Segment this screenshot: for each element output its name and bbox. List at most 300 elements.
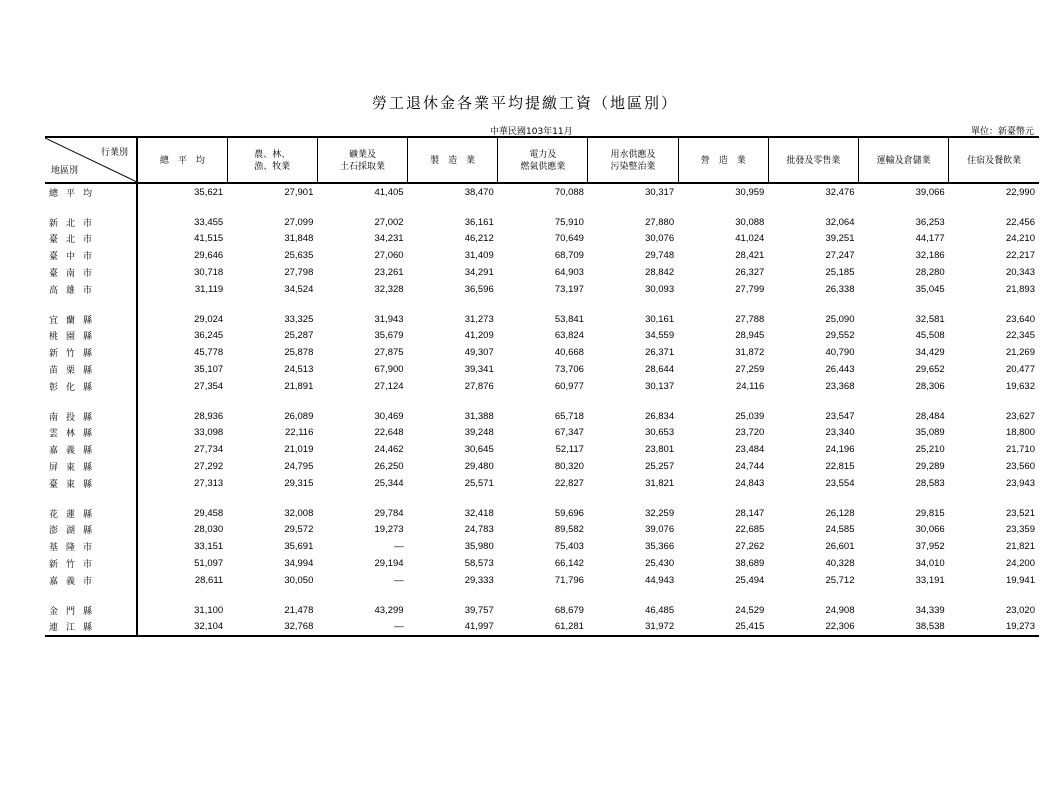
- region-name: 總平均: [49, 187, 101, 198]
- spacer-cell: [227, 492, 317, 505]
- value-cell: 28,484: [915, 410, 945, 422]
- value-cell: 34,291: [464, 267, 494, 279]
- region-cell: [45, 264, 137, 281]
- value-cell: 32,104: [137, 619, 227, 637]
- value-cell: 22,815: [825, 461, 855, 473]
- spacer-cell: [768, 395, 858, 408]
- value-cell: 35,691: [284, 541, 314, 553]
- value-cell: 23,368: [825, 380, 855, 392]
- value-cell: 24,513: [284, 364, 314, 376]
- value-cell: 23,020: [1005, 604, 1035, 616]
- value-cell: 23,261: [374, 267, 404, 279]
- value-cell: 25,185: [825, 267, 855, 279]
- value-cell: 22,345: [1005, 330, 1035, 342]
- value-cell: 28,421: [735, 250, 765, 262]
- value-cell: 35,107: [194, 364, 224, 376]
- value-cell: 26,128: [825, 507, 855, 519]
- value-cell: 28,030: [194, 524, 224, 536]
- value-cell: 32,259: [645, 507, 675, 519]
- region-cell: [45, 281, 137, 298]
- value-cell: 34,010: [915, 558, 945, 570]
- spacer-cell: [859, 492, 949, 505]
- value-cell: 59,696: [554, 507, 584, 519]
- industry-axis-label: 行業別: [100, 147, 128, 157]
- value-cell: 30,645: [464, 444, 494, 456]
- value-cell: 24,200: [1005, 558, 1035, 570]
- value-cell: 73,197: [554, 283, 584, 295]
- value-cell: 31,972: [588, 619, 678, 637]
- value-cell: 28,936: [194, 410, 224, 422]
- value-cell: 23,560: [1005, 461, 1035, 473]
- region-cell: [45, 361, 137, 378]
- value-cell: 41,515: [194, 233, 224, 245]
- spacer-cell: [137, 589, 227, 602]
- value-cell: 80,320: [554, 461, 584, 473]
- table-row: [45, 572, 1039, 589]
- table-row: [45, 619, 1039, 637]
- spacer-cell: [588, 201, 678, 214]
- value-cell: 28,147: [735, 507, 765, 519]
- value-cell: 38,470: [464, 186, 494, 198]
- value-cell: 41,209: [464, 330, 494, 342]
- region-cell: [45, 214, 137, 231]
- region-cell: [45, 328, 137, 345]
- value-cell: 38,689: [735, 558, 765, 570]
- value-cell: 25,287: [284, 330, 314, 342]
- spacer-cell: [859, 395, 949, 408]
- value-cell: 27,875: [374, 347, 404, 359]
- value-cell: 27,292: [194, 461, 224, 473]
- value-cell: 26,250: [374, 461, 404, 473]
- region-name: 新北市: [49, 217, 101, 228]
- value-cell: 39,341: [464, 364, 494, 376]
- value-cell: 66,142: [554, 558, 584, 570]
- value-cell: 26,327: [735, 267, 765, 279]
- value-cell: 75,403: [554, 541, 584, 553]
- spacer-cell: [227, 201, 317, 214]
- spacer-cell: [227, 298, 317, 311]
- value-cell: 35,045: [915, 283, 945, 295]
- value-cell: 25,210: [915, 444, 945, 456]
- value-cell: 29,194: [374, 558, 404, 570]
- value-cell: 27,901: [284, 186, 314, 198]
- value-cell: 31,872: [735, 347, 765, 359]
- table-row: [45, 231, 1039, 248]
- value-cell: 25,712: [825, 574, 855, 586]
- value-cell: 39,066: [915, 186, 945, 198]
- value-cell: 32,186: [915, 250, 945, 262]
- region-name: 臺南市: [49, 268, 101, 279]
- value-cell: 24,462: [374, 444, 404, 456]
- value-cell: 51,097: [194, 558, 224, 570]
- spacer-cell: [768, 298, 858, 311]
- table-row: [45, 264, 1039, 281]
- region-name: 臺中市: [49, 251, 101, 262]
- column-header-line2: 污染整治業: [610, 161, 656, 171]
- value-cell: 24,744: [735, 461, 765, 473]
- value-cell: 22,990: [1005, 186, 1035, 198]
- value-cell: 18,800: [1005, 427, 1035, 439]
- table-row: [45, 247, 1039, 264]
- spacer-cell: [678, 298, 768, 311]
- value-cell: 23,640: [1005, 313, 1035, 325]
- wage-table: [45, 136, 1039, 637]
- value-cell: 29,289: [915, 461, 945, 473]
- value-cell: 32,418: [464, 507, 494, 519]
- table-row: [45, 458, 1039, 475]
- value-cell: 49,307: [464, 347, 494, 359]
- value-cell: —: [317, 619, 407, 637]
- region-name: 澎湖縣: [49, 525, 101, 536]
- spacer-cell: [678, 395, 768, 408]
- value-cell: 28,945: [735, 330, 765, 342]
- value-cell: 46,485: [645, 604, 675, 616]
- value-cell: 32,581: [915, 313, 945, 325]
- column-header-line1: 礦業及: [348, 149, 376, 159]
- value-cell: 23,484: [735, 444, 765, 456]
- value-cell: 27,799: [735, 283, 765, 295]
- value-cell: 30,959: [735, 186, 765, 198]
- table-row: [45, 281, 1039, 298]
- value-cell: 27,060: [374, 250, 404, 262]
- value-cell: 24,210: [1005, 233, 1035, 245]
- spacer-cell: [137, 298, 227, 311]
- value-cell: 21,478: [284, 604, 314, 616]
- value-cell: 33,098: [194, 427, 224, 439]
- column-header-line1: 農、林、: [254, 149, 291, 159]
- value-cell: 24,116: [735, 380, 765, 392]
- table-row: [45, 538, 1039, 555]
- value-cell: 27,124: [374, 380, 404, 392]
- value-cell: 32,768: [227, 619, 317, 637]
- value-cell: 23,943: [1005, 477, 1035, 489]
- value-cell: 39,251: [825, 233, 855, 245]
- header-row: [45, 137, 1039, 183]
- value-cell: 29,572: [284, 524, 314, 536]
- column-header-line1: 電力及: [529, 149, 557, 159]
- region-cell: [45, 505, 137, 522]
- region-name: 雲林縣: [49, 428, 101, 439]
- value-cell: 28,583: [915, 477, 945, 489]
- region-name: 彰化縣: [49, 381, 101, 392]
- region-name: 宜蘭縣: [49, 314, 101, 325]
- value-cell: 30,653: [645, 427, 675, 439]
- table-row: [45, 328, 1039, 345]
- value-cell: 32,476: [825, 186, 855, 198]
- value-cell: 27,798: [284, 267, 314, 279]
- region-name: 屏東縣: [49, 462, 101, 473]
- value-cell: 28,306: [915, 380, 945, 392]
- value-cell: —: [394, 541, 404, 553]
- value-cell: 30,718: [194, 267, 224, 279]
- table-row: [45, 361, 1039, 378]
- value-cell: 29,652: [915, 364, 945, 376]
- spacer-cell: [949, 298, 1039, 311]
- value-cell: 27,876: [464, 380, 494, 392]
- region-cell: [45, 522, 137, 539]
- value-cell: 45,778: [194, 347, 224, 359]
- value-cell: 22,217: [1005, 250, 1035, 262]
- spacer-cell: [408, 298, 498, 311]
- column-header-line2: 土石採取業: [339, 161, 385, 171]
- value-cell: 33,455: [194, 216, 224, 228]
- table-row: [45, 214, 1039, 231]
- spacer-cell: [317, 589, 407, 602]
- value-cell: 25,344: [374, 477, 404, 489]
- value-cell: 30,469: [374, 410, 404, 422]
- region-cell: [45, 572, 137, 589]
- column-header: [498, 137, 588, 183]
- spacer-cell: [949, 201, 1039, 214]
- region-cell: [45, 555, 137, 572]
- spacer-cell: [137, 201, 227, 214]
- value-cell: 24,585: [825, 524, 855, 536]
- column-header-line2: 燃氣供應業: [520, 161, 566, 171]
- value-cell: 19,632: [1005, 380, 1035, 392]
- value-cell: 65,718: [554, 410, 584, 422]
- table-row: [45, 311, 1039, 328]
- region-name: 臺北市: [49, 234, 101, 245]
- value-cell: 30,050: [284, 574, 314, 586]
- region-name: 新竹縣: [49, 348, 101, 359]
- value-cell: 27,099: [284, 216, 314, 228]
- value-cell: 31,821: [645, 477, 675, 489]
- value-cell: 29,552: [825, 330, 855, 342]
- column-header: [768, 137, 858, 183]
- value-cell: 27,354: [194, 380, 224, 392]
- region-name: 金門縣: [49, 605, 101, 616]
- spacer-cell: [45, 492, 137, 505]
- group-spacer: [45, 395, 1039, 408]
- spacer-cell: [498, 589, 588, 602]
- region-cell: [45, 441, 137, 458]
- region-cell: [45, 378, 137, 395]
- spacer-cell: [317, 298, 407, 311]
- value-cell: 26,443: [825, 364, 855, 376]
- spacer-cell: [859, 201, 949, 214]
- region-cell: [45, 311, 137, 328]
- region-cell: [45, 231, 137, 248]
- value-cell: 29,315: [284, 477, 314, 489]
- region-cell: [45, 475, 137, 492]
- spacer-cell: [588, 395, 678, 408]
- value-cell: 36,161: [464, 216, 494, 228]
- value-cell: 25,257: [645, 461, 675, 473]
- region-axis-label: 地區別: [51, 165, 79, 175]
- value-cell: 41,997: [408, 619, 498, 637]
- value-cell: 35,089: [915, 427, 945, 439]
- value-cell: 32,008: [284, 507, 314, 519]
- value-cell: 73,706: [554, 364, 584, 376]
- value-cell: 30,066: [915, 524, 945, 536]
- table-row: [45, 344, 1039, 361]
- spacer-cell: [137, 395, 227, 408]
- value-cell: 68,679: [554, 604, 584, 616]
- table-row: [45, 183, 1039, 201]
- value-cell: 46,212: [464, 233, 494, 245]
- currency-unit: 單位：新臺幣元: [970, 127, 1034, 137]
- value-cell: 27,788: [735, 313, 765, 325]
- value-cell: 27,262: [735, 541, 765, 553]
- value-cell: 22,116: [285, 427, 314, 439]
- table-row: [45, 475, 1039, 492]
- region-name: 連江縣: [49, 622, 101, 633]
- value-cell: 19,273: [949, 619, 1039, 637]
- value-cell: 25,494: [735, 574, 765, 586]
- region-name: 桃園縣: [49, 331, 101, 342]
- spacer-cell: [949, 395, 1039, 408]
- column-header: [678, 137, 768, 183]
- value-cell: 64,903: [554, 267, 584, 279]
- value-cell: 22,685: [735, 524, 765, 536]
- value-cell: 25,430: [645, 558, 675, 570]
- value-cell: 32,328: [374, 283, 404, 295]
- spacer-cell: [317, 492, 407, 505]
- value-cell: 39,076: [645, 524, 675, 536]
- value-cell: 33,191: [915, 574, 945, 586]
- column-header-line1: 住宿及餐飲業: [967, 155, 1022, 165]
- value-cell: 35,621: [194, 186, 224, 198]
- spacer-cell: [768, 589, 858, 602]
- column-header-line2: 漁、牧業: [254, 161, 291, 171]
- spacer-cell: [45, 201, 137, 214]
- column-header: [588, 137, 678, 183]
- value-cell: 23,720: [735, 427, 765, 439]
- spacer-cell: [227, 395, 317, 408]
- value-cell: 25,635: [284, 250, 314, 262]
- value-cell: 40,668: [554, 347, 584, 359]
- value-cell: 43,299: [374, 604, 404, 616]
- group-spacer: [45, 492, 1039, 505]
- value-cell: 23,547: [825, 410, 855, 422]
- region-name: 臺東縣: [49, 478, 101, 489]
- table-row: [45, 522, 1039, 539]
- value-cell: 70,088: [554, 186, 584, 198]
- value-cell: 30,137: [645, 380, 675, 392]
- value-cell: 29,480: [464, 461, 494, 473]
- spacer-cell: [678, 201, 768, 214]
- value-cell: 70,649: [554, 233, 584, 245]
- value-cell: 68,709: [554, 250, 584, 262]
- value-cell: 27,313: [194, 477, 224, 489]
- region-name: 南投縣: [49, 411, 101, 422]
- group-spacer: [45, 201, 1039, 214]
- value-cell: 31,409: [464, 250, 494, 262]
- value-cell: —: [394, 574, 404, 586]
- value-cell: 23,340: [825, 427, 855, 439]
- spacer-cell: [588, 492, 678, 505]
- region-cell: [45, 425, 137, 442]
- value-cell: 61,281: [498, 619, 588, 637]
- region-name: 嘉義市: [49, 575, 101, 586]
- value-cell: 24,908: [825, 604, 855, 616]
- spacer-cell: [498, 395, 588, 408]
- value-cell: 23,627: [1005, 410, 1035, 422]
- value-cell: 22,456: [1005, 216, 1035, 228]
- value-cell: 20,477: [1005, 364, 1035, 376]
- value-cell: 34,524: [284, 283, 314, 295]
- value-cell: 39,248: [464, 427, 494, 439]
- value-cell: 29,784: [374, 507, 404, 519]
- value-cell: 44,177: [915, 233, 945, 245]
- spacer-cell: [137, 492, 227, 505]
- column-header-line1: 營 造 業: [700, 155, 746, 165]
- value-cell: 36,596: [464, 283, 494, 295]
- value-cell: 29,333: [464, 574, 494, 586]
- value-cell: 31,388: [464, 410, 494, 422]
- value-cell: 23,359: [1005, 524, 1035, 536]
- spacer-cell: [408, 492, 498, 505]
- value-cell: 75,910: [554, 216, 584, 228]
- value-cell: 28,644: [645, 364, 675, 376]
- value-cell: 44,943: [645, 574, 675, 586]
- column-header: [317, 137, 407, 183]
- value-cell: 19,941: [1005, 574, 1035, 586]
- value-cell: 30,161: [645, 313, 675, 325]
- region-name: 嘉義縣: [49, 445, 101, 456]
- table-row: [45, 378, 1039, 395]
- value-cell: 25,415: [678, 619, 768, 637]
- value-cell: 23,554: [825, 477, 855, 489]
- value-cell: 22,827: [554, 477, 584, 489]
- spacer-cell: [949, 589, 1039, 602]
- value-cell: 31,119: [194, 283, 224, 295]
- value-cell: 26,371: [645, 347, 675, 359]
- value-cell: 53,841: [554, 313, 584, 325]
- value-cell: 45,508: [915, 330, 945, 342]
- value-cell: 22,648: [374, 427, 404, 439]
- column-header: [227, 137, 317, 183]
- value-cell: 24,196: [825, 444, 855, 456]
- value-cell: 52,117: [555, 444, 584, 456]
- group-spacer: [45, 589, 1039, 602]
- spacer-cell: [768, 492, 858, 505]
- value-cell: 23,801: [645, 444, 675, 456]
- column-header-line1: 批發及零售業: [786, 155, 841, 165]
- value-cell: 41,024: [735, 233, 765, 245]
- value-cell: 30,076: [645, 233, 675, 245]
- value-cell: 25,039: [735, 410, 765, 422]
- value-cell: 31,848: [284, 233, 314, 245]
- value-cell: 20,343: [1005, 267, 1035, 279]
- spacer-cell: [408, 589, 498, 602]
- value-cell: 29,024: [194, 313, 224, 325]
- value-cell: 29,458: [194, 507, 224, 519]
- table-row: [45, 505, 1039, 522]
- value-cell: 31,943: [374, 313, 404, 325]
- spacer-cell: [949, 492, 1039, 505]
- value-cell: 34,429: [915, 347, 945, 359]
- value-cell: 21,710: [1005, 444, 1035, 456]
- value-cell: 38,538: [859, 619, 949, 637]
- value-cell: 89,582: [554, 524, 584, 536]
- value-cell: 25,878: [284, 347, 314, 359]
- value-cell: 58,573: [464, 558, 494, 570]
- value-cell: 39,757: [464, 604, 494, 616]
- column-header-line1: 總 平 均: [159, 155, 205, 165]
- table-body: [45, 183, 1039, 636]
- spacer-cell: [498, 298, 588, 311]
- spacer-cell: [678, 589, 768, 602]
- region-cell: [45, 247, 137, 264]
- column-header: [408, 137, 498, 183]
- value-cell: 31,100: [194, 604, 224, 616]
- value-cell: 28,611: [194, 574, 224, 586]
- value-cell: 29,815: [915, 507, 945, 519]
- value-cell: 33,325: [284, 313, 314, 325]
- value-cell: 19,273: [374, 524, 404, 536]
- value-cell: 63,824: [554, 330, 584, 342]
